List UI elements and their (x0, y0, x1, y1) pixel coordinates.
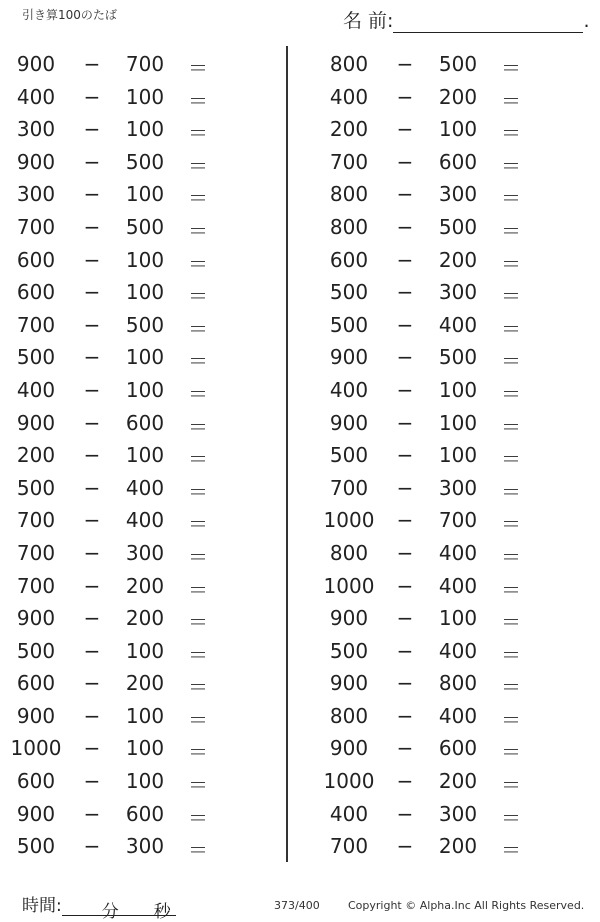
equals-sign: ＝ (501, 447, 521, 472)
subtrahend: 500 (438, 52, 478, 76)
minus-sign: − (396, 410, 414, 435)
minus-sign: − (83, 801, 101, 826)
subtrahend: 100 (125, 345, 165, 370)
subtrahend: 400 (438, 703, 478, 728)
minuend: 500 (16, 834, 56, 859)
subtrahend: 300 (438, 475, 478, 500)
minuend: 400 (329, 84, 369, 109)
minuend: 1000 (323, 769, 375, 794)
minuend: 900 (16, 703, 56, 728)
minus-sign: − (83, 606, 101, 631)
equals-sign: ＝ (188, 512, 208, 537)
minuend: 900 (16, 606, 56, 631)
worksheet-title: 引き算100のたば (22, 8, 117, 22)
name-field[interactable] (343, 6, 590, 33)
equals-sign: ＝ (501, 381, 521, 406)
subtrahend: 100 (125, 736, 165, 761)
subtrahend: 200 (438, 834, 478, 859)
time-label: 時間: (22, 896, 62, 916)
minuend: 800 (329, 182, 369, 207)
minuend: 700 (16, 214, 56, 239)
subtrahend: 200 (438, 247, 478, 272)
equals-sign: ＝ (501, 610, 521, 635)
subtrahend: 400 (125, 475, 165, 500)
minuend: 600 (16, 769, 56, 794)
minuend: 300 (16, 117, 56, 142)
minuend: 900 (16, 149, 56, 174)
minus-sign: − (396, 117, 414, 142)
equals-sign: ＝ (501, 707, 521, 732)
equals-sign: ＝ (188, 740, 208, 765)
equals-sign: ＝ (188, 707, 208, 732)
equals-sign: ＝ (501, 251, 521, 276)
minuend: 600 (16, 247, 56, 272)
minuend: 300 (16, 182, 56, 207)
equals-sign: ＝ (501, 284, 521, 309)
equals-sign: ＝ (501, 838, 521, 863)
minus-sign: − (83, 312, 101, 337)
name-end-mark: . (583, 10, 590, 32)
subtrahend: 500 (125, 214, 165, 239)
minus-sign: − (83, 540, 101, 565)
equals-sign: ＝ (501, 56, 521, 80)
equals-sign: ＝ (501, 153, 521, 178)
equals-sign: ＝ (188, 251, 208, 276)
minus-sign: − (83, 769, 101, 794)
minuend: 900 (329, 345, 369, 370)
equals-sign: ＝ (188, 284, 208, 309)
minus-sign: − (83, 671, 101, 696)
equals-sign: ＝ (188, 544, 208, 569)
name-label: 名 前: (343, 10, 394, 32)
equals-sign: ＝ (188, 218, 208, 243)
minus-sign: − (396, 52, 414, 76)
minuend: 700 (16, 312, 56, 337)
equals-sign: ＝ (501, 316, 521, 341)
equals-sign: ＝ (188, 675, 208, 700)
equals-sign: ＝ (188, 56, 208, 80)
minuend: 700 (16, 508, 56, 533)
copyright-notice: Copyright © Alpha.Inc All Rights Reserved. (348, 899, 585, 912)
minus-sign: − (83, 736, 101, 761)
minuend: 700 (329, 475, 369, 500)
equals-sign: ＝ (501, 88, 521, 113)
equals-sign: ＝ (501, 805, 521, 830)
minuend: 600 (16, 280, 56, 305)
minus-sign: − (83, 182, 101, 207)
subtrahend: 200 (438, 769, 478, 794)
minuend: 900 (16, 52, 56, 76)
subtrahend: 100 (125, 117, 165, 142)
subtrahend: 100 (438, 606, 478, 631)
minuend: 700 (16, 573, 56, 598)
minus-sign: − (396, 149, 414, 174)
minus-sign: − (396, 769, 414, 794)
subtrahend: 300 (125, 540, 165, 565)
equals-sign: ＝ (501, 642, 521, 667)
minuend: 900 (329, 410, 369, 435)
minus-sign: − (396, 801, 414, 826)
equals-sign: ＝ (188, 838, 208, 863)
minus-sign: − (83, 573, 101, 598)
minuend: 800 (329, 703, 369, 728)
page-counter: 373/400 (274, 899, 320, 912)
subtrahend: 500 (125, 149, 165, 174)
minuend: 400 (16, 377, 56, 402)
subtrahend: 100 (125, 703, 165, 728)
minus-sign: − (83, 703, 101, 728)
minuend: 1000 (10, 736, 62, 761)
equals-sign: ＝ (188, 773, 208, 798)
minus-sign: − (396, 345, 414, 370)
subtrahend: 100 (125, 247, 165, 272)
minus-sign: − (83, 84, 101, 109)
minus-sign: − (396, 540, 414, 565)
equals-sign: ＝ (188, 610, 208, 635)
minus-sign: − (396, 280, 414, 305)
equals-sign: ＝ (188, 642, 208, 667)
minuend: 800 (329, 214, 369, 239)
subtrahend: 400 (438, 540, 478, 565)
subtrahend: 500 (438, 345, 478, 370)
minus-sign: − (396, 703, 414, 728)
subtrahend: 600 (125, 801, 165, 826)
minus-sign: − (396, 508, 414, 533)
minuend: 500 (16, 345, 56, 370)
minuend: 200 (16, 443, 56, 468)
subtrahend: 100 (125, 182, 165, 207)
minuend: 200 (329, 117, 369, 142)
minus-sign: − (396, 736, 414, 761)
subtrahend: 100 (125, 280, 165, 305)
minus-sign: − (83, 410, 101, 435)
minuend: 500 (16, 638, 56, 663)
subtrahend: 100 (125, 377, 165, 402)
subtrahend: 600 (438, 149, 478, 174)
minuend: 900 (329, 606, 369, 631)
subtrahend: 400 (438, 573, 478, 598)
equals-sign: ＝ (188, 447, 208, 472)
minus-sign: − (396, 443, 414, 468)
minutes-label: 分 (101, 902, 119, 922)
subtrahend: 200 (438, 84, 478, 109)
equals-sign: ＝ (188, 153, 208, 178)
equals-sign: ＝ (188, 349, 208, 374)
subtrahend: 300 (438, 801, 478, 826)
subtrahend: 400 (438, 312, 478, 337)
equals-sign: ＝ (501, 186, 521, 211)
subtrahend: 500 (438, 214, 478, 239)
minuend: 500 (16, 475, 56, 500)
equals-sign: ＝ (188, 414, 208, 439)
minuend: 400 (329, 801, 369, 826)
name-input-line[interactable] (393, 14, 583, 33)
minuend: 500 (329, 312, 369, 337)
minuend: 900 (16, 801, 56, 826)
minus-sign: − (396, 671, 414, 696)
equals-sign: ＝ (188, 381, 208, 406)
minus-sign: − (83, 377, 101, 402)
subtrahend: 400 (438, 638, 478, 663)
equals-sign: ＝ (188, 186, 208, 211)
equals-sign: ＝ (501, 349, 521, 374)
equals-sign: ＝ (188, 577, 208, 602)
minuend: 800 (329, 52, 369, 76)
equals-sign: ＝ (188, 479, 208, 504)
minuend: 600 (329, 247, 369, 272)
time-field[interactable] (22, 891, 176, 922)
subtrahend: 300 (438, 280, 478, 305)
minus-sign: − (396, 247, 414, 272)
minus-sign: − (83, 443, 101, 468)
subtrahend: 300 (125, 834, 165, 859)
minus-sign: − (396, 475, 414, 500)
minus-sign: − (83, 638, 101, 663)
equals-sign: ＝ (188, 121, 208, 146)
equals-sign: ＝ (501, 773, 521, 798)
minuend: 800 (329, 540, 369, 565)
minuend: 900 (16, 410, 56, 435)
minuend: 500 (329, 280, 369, 305)
minus-sign: − (83, 475, 101, 500)
equals-sign: ＝ (501, 577, 521, 602)
subtrahend: 700 (125, 52, 165, 76)
minus-sign: − (83, 345, 101, 370)
minus-sign: − (396, 214, 414, 239)
minus-sign: − (396, 573, 414, 598)
equals-sign: ＝ (501, 544, 521, 569)
minuend: 900 (329, 736, 369, 761)
equals-sign: ＝ (188, 316, 208, 341)
minus-sign: − (396, 377, 414, 402)
equals-sign: ＝ (188, 805, 208, 830)
subtrahend: 200 (125, 573, 165, 598)
subtrahend: 100 (438, 117, 478, 142)
equals-sign: ＝ (501, 218, 521, 243)
equals-sign: ＝ (501, 479, 521, 504)
minus-sign: − (83, 117, 101, 142)
minus-sign: − (83, 149, 101, 174)
subtrahend: 600 (438, 736, 478, 761)
minus-sign: − (83, 214, 101, 239)
subtrahend: 100 (438, 443, 478, 468)
equals-sign: ＝ (501, 740, 521, 765)
minuend: 500 (329, 638, 369, 663)
equals-sign: ＝ (501, 675, 521, 700)
minuend: 900 (329, 671, 369, 696)
minuend: 1000 (323, 508, 375, 533)
minus-sign: − (83, 280, 101, 305)
subtrahend: 100 (125, 638, 165, 663)
minus-sign: − (83, 834, 101, 859)
subtrahend: 100 (125, 84, 165, 109)
subtrahend: 300 (438, 182, 478, 207)
minus-sign: − (396, 312, 414, 337)
subtrahend: 600 (125, 410, 165, 435)
minuend: 600 (16, 671, 56, 696)
subtrahend: 100 (438, 410, 478, 435)
subtrahend: 100 (438, 377, 478, 402)
subtrahend: 200 (125, 606, 165, 631)
time-input-line[interactable] (62, 897, 176, 922)
subtrahend: 400 (125, 508, 165, 533)
equals-sign: ＝ (501, 414, 521, 439)
equals-sign: ＝ (501, 512, 521, 537)
minuend: 500 (329, 443, 369, 468)
subtrahend: 100 (125, 443, 165, 468)
subtrahend: 500 (125, 312, 165, 337)
minus-sign: − (83, 52, 101, 76)
minus-sign: − (396, 606, 414, 631)
minus-sign: − (396, 182, 414, 207)
subtrahend: 700 (438, 508, 478, 533)
minus-sign: − (396, 84, 414, 109)
subtrahend: 800 (438, 671, 478, 696)
minuend: 1000 (323, 573, 375, 598)
seconds-label: 秒 (153, 902, 171, 922)
equals-sign: ＝ (501, 121, 521, 146)
minuend: 700 (329, 834, 369, 859)
minuend: 700 (16, 540, 56, 565)
column-divider (286, 46, 288, 862)
minus-sign: − (396, 834, 414, 859)
minus-sign: − (83, 247, 101, 272)
minus-sign: − (83, 508, 101, 533)
minuend: 400 (329, 377, 369, 402)
minuend: 700 (329, 149, 369, 174)
subtrahend: 200 (125, 671, 165, 696)
minus-sign: − (396, 638, 414, 663)
subtrahend: 100 (125, 769, 165, 794)
minuend: 400 (16, 84, 56, 109)
equals-sign: ＝ (188, 88, 208, 113)
